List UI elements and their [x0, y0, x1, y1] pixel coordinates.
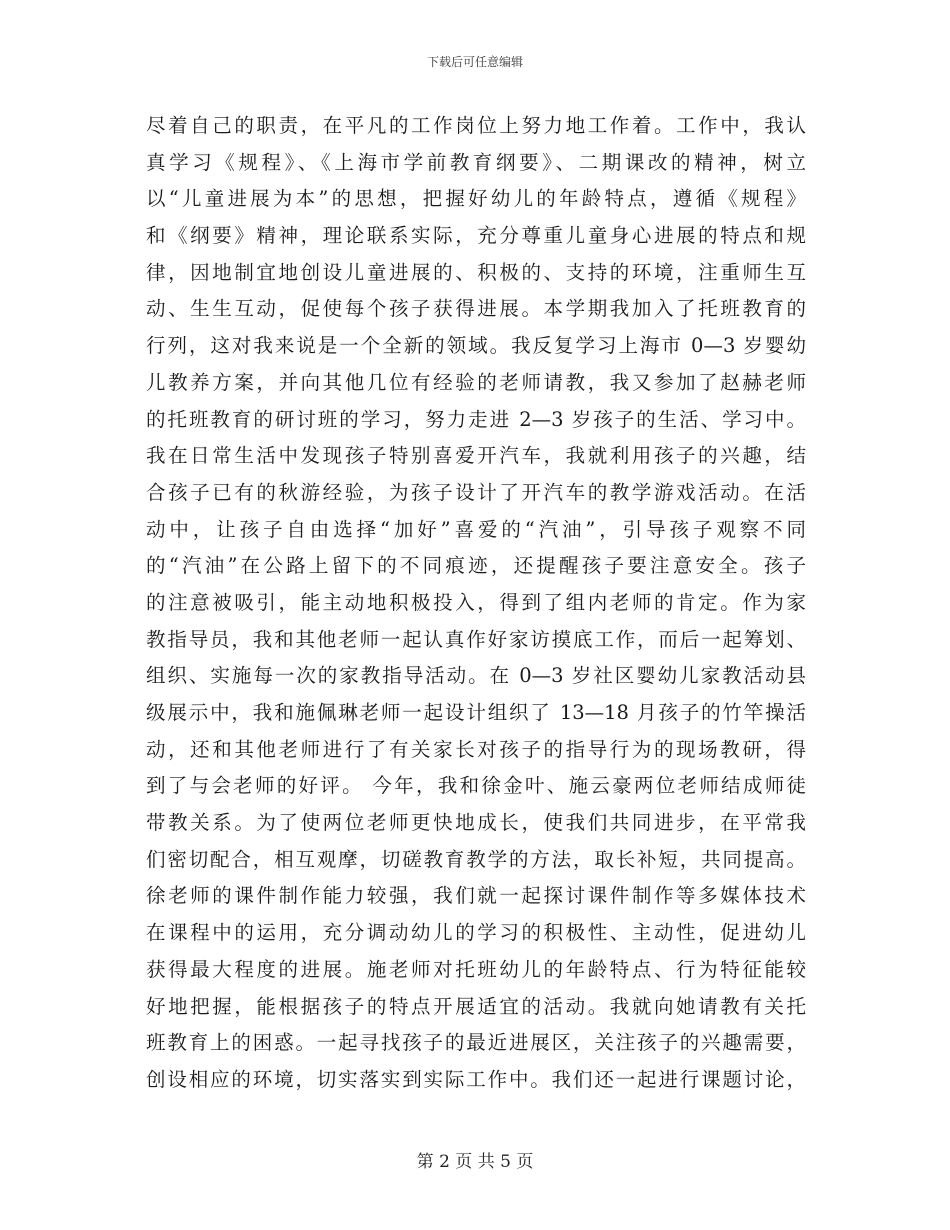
text-line: 尽着自己的职责，在平凡的工作岗位上努力地工作着。工作中，我认	[146, 114, 806, 137]
page-number-footer: 第 2 页 共 5 页	[416, 1152, 534, 1172]
page-header-note: 下载后可任意编辑	[426, 55, 523, 69]
text-line: 的注意被吸引，能主动地积极投入，得到了组内老师的肯定。作为家	[146, 590, 806, 614]
text-line: 带教关系。为了使两位老师更快地成长，使我们共同进步，在平常我	[146, 811, 806, 835]
text-line: 创设相应的环境，切实落实到实际工作中。我们还一起进行课题讨论，	[146, 1067, 806, 1091]
text-line: 合孩子已有的秋游经验，为孩子设计了开汽车的教学游戏活动。在活	[146, 480, 806, 504]
text-line: 徐老师的课件制作能力较强，我们就一起探讨课件制作等多媒体技术	[146, 884, 806, 908]
text-line: 组织、实施每一次的家教指导活动。在 0—3 岁社区婴幼儿家教活动县	[146, 664, 806, 688]
text-line: 动，还和其他老师进行了有关家长对孩子的指导行为的现场教研，得	[146, 737, 806, 761]
text-line: 班教育上的困惑。一起寻找孩子的最近进展区，关注孩子的兴趣需要，	[146, 1031, 806, 1055]
text-line: 级展示中，我和施佩琳老师一起设计组织了 13—18 月孩子的竹竿操活	[146, 701, 806, 724]
text-line: 动、生生互动，促使每个孩子获得进展。本学期我加入了托班教育的	[146, 297, 806, 321]
text-line: 获得最大程度的进展。施老师对托班幼儿的年龄特点、行为特征能较	[146, 957, 806, 981]
text-line: 和《纲要》精神，理论联系实际，充分尊重儿童身心进展的特点和规	[146, 224, 806, 248]
text-line: 们密切配合，相互观摩，切磋教育教学的方法，取长补短，共同提高。	[146, 847, 806, 871]
text-line: 律，因地制宜地创设儿童进展的、积极的、支持的环境，注重师生互	[146, 260, 806, 284]
text-line: 在课程中的运用，充分调动幼儿的学习的积极性、主动性，促进幼儿	[146, 921, 806, 945]
text-line: 行列，这对我来说是一个全新的领域。我反复学习上海市 0—3 岁婴幼	[146, 334, 806, 358]
text-line: 教指导员，我和其他老师一起认真作好家访摸底工作，而后一起筹划、	[146, 627, 806, 651]
text-line: 的托班教育的研讨班的学习，努力走进 2—3 岁孩子的生活、学习中。	[146, 407, 806, 431]
document-body	[146, 108, 806, 1099]
text-line: 儿教养方案，并向其他几位有经验的老师请教，我又参加了赵赫老师	[146, 370, 806, 394]
text-line: 以“儿童进展为本”的思想，把握好幼儿的年龄特点，遵循《规程》	[146, 187, 806, 211]
text-line: 好地把握，能根据孩子的特点开展适宜的活动。我就向她请教有关托	[146, 994, 806, 1018]
text-line: 我在日常生活中发现孩子特别喜爱开汽车，我就利用孩子的兴趣，结	[146, 444, 806, 468]
text-line: 的“汽油”在公路上留下的不同痕迹，还提醒孩子要注意安全。孩子	[146, 554, 806, 578]
text-line: 动中，让孩子自由选择“加好”喜爱的“汽油”，引导孩子观察不同	[146, 517, 806, 541]
text-line: 真学习《规程》、《上海市学前教育纲要》、二期课改的精神，树立	[146, 150, 806, 174]
text-line: 到了与会老师的好评。 今年，我和徐金叶、施云豪两位老师结成师徒	[146, 774, 806, 798]
